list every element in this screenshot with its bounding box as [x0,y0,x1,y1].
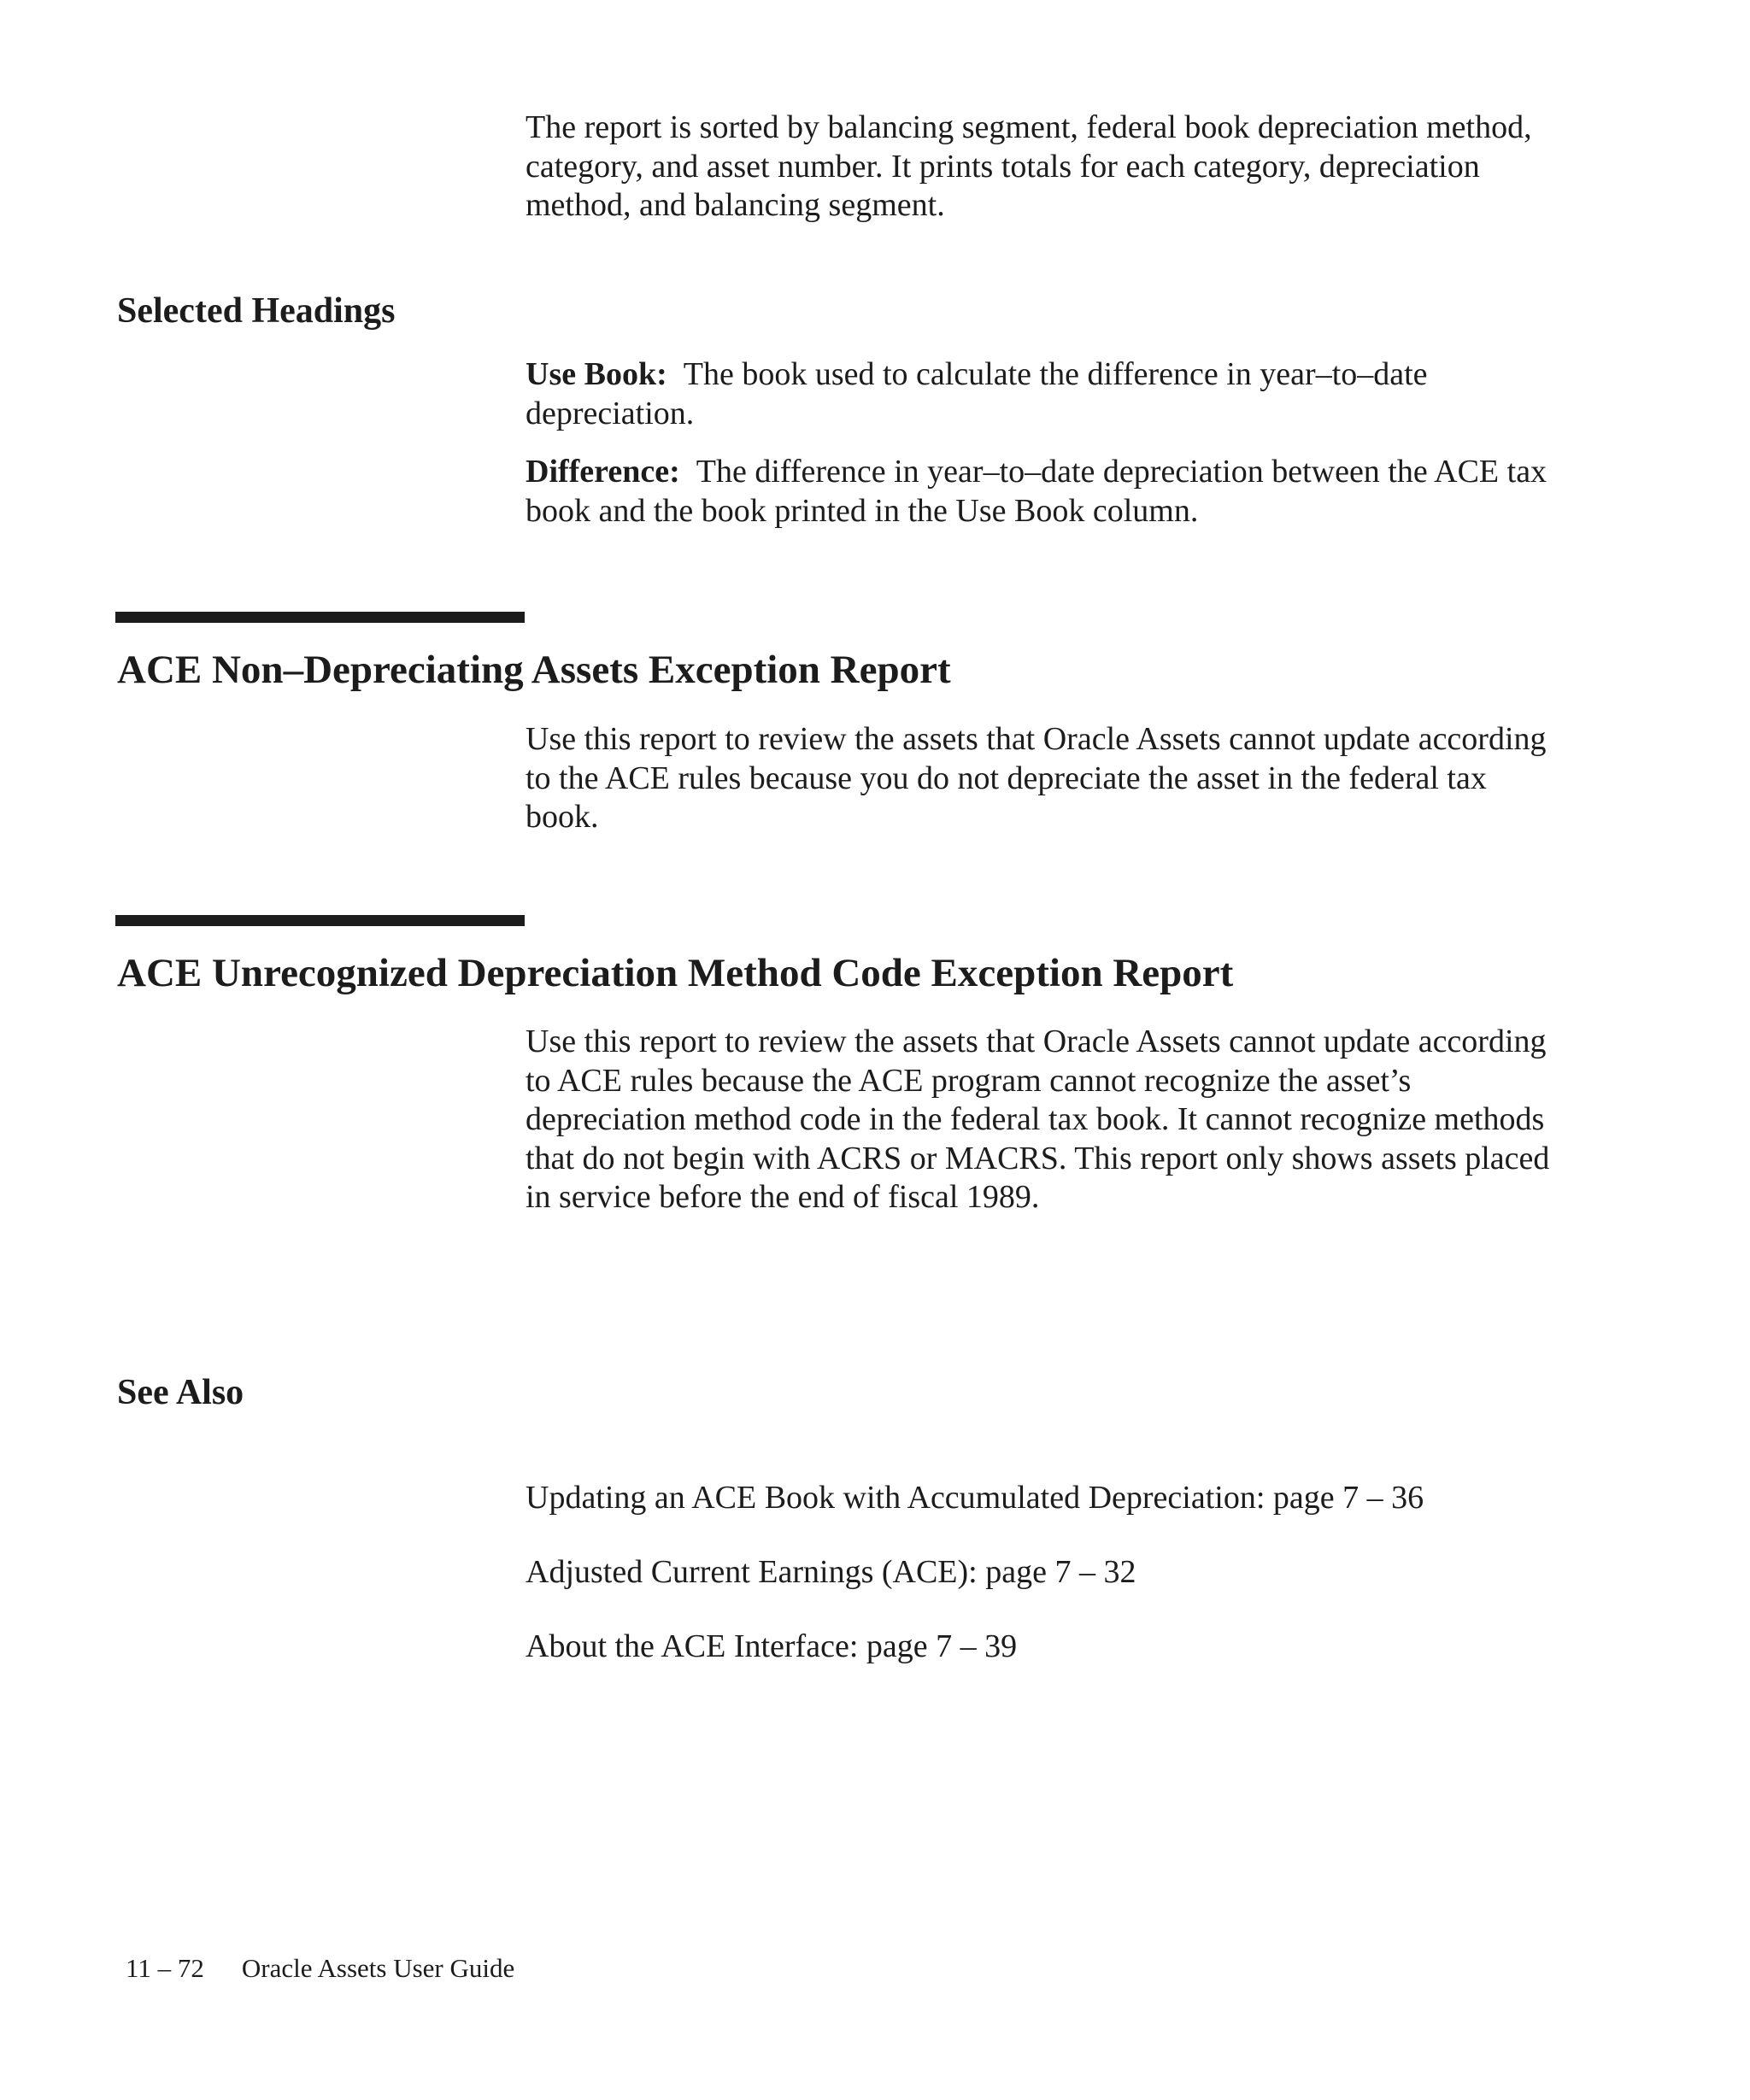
see-also-link-updating-ace-book[interactable]: Updating an ACE Book with Accumulated Depreciation: page 7 – 36 [526,1480,1424,1516]
difference-definition [526,453,1559,531]
selected-headings-heading: Selected Headings [117,291,396,331]
use-book-text: The book used to calculate the difference in year–to–date depreciation. [526,356,1428,431]
section-title-non-depreciating: ACE Non–Depreciating Assets Exception Report [117,648,951,692]
intro-paragraph: The report is sorted by balancing segment, federal book depreciation method, category, and asset number. It prints totals for each category, depreciation method, and balancing segment. [526,109,1532,223]
footer-page-number: 11 – 72 [126,1953,204,1983]
page-footer [126,1953,514,1984]
section-paragraph-unrecognized-method: Use this report to review the assets that Oracle Assets cannot update according to ACE rules because the ACE program cannot recognize the asset’s depreciation method code in the federal tax book. It cannot recognize methods that do not begin with ACRS or MACRS. This report only shows assets placed in service before the end of fiscal 1989. [526,1024,1550,1215]
footer-book-title: Oracle Assets User Guide [241,1953,515,1983]
section-title-unrecognized-method: ACE Unrecognized Depreciation Method Code Exception Report [117,951,1234,995]
see-also-heading: See Also [117,1373,244,1412]
difference-text: The difference in year–to–date depreciation between the ACE tax book and the book printed in the Use Book column. [526,454,1547,529]
see-also-link-adjusted-current-earnings[interactable]: Adjusted Current Earnings (ACE): page 7 – 32 [526,1554,1136,1590]
use-book-definition [526,355,1559,433]
difference-term: Difference: [526,454,680,490]
section-rule-divider [115,612,525,623]
section-rule-divider [115,915,525,926]
section-paragraph-non-depreciating: Use this report to review the assets that Oracle Assets cannot update according to the ACE rules because you do not depreciate the asset in the federal tax book. [526,721,1547,835]
use-book-term: Use Book: [526,356,667,392]
see-also-link-ace-interface[interactable]: About the ACE Interface: page 7 – 39 [526,1628,1018,1664]
